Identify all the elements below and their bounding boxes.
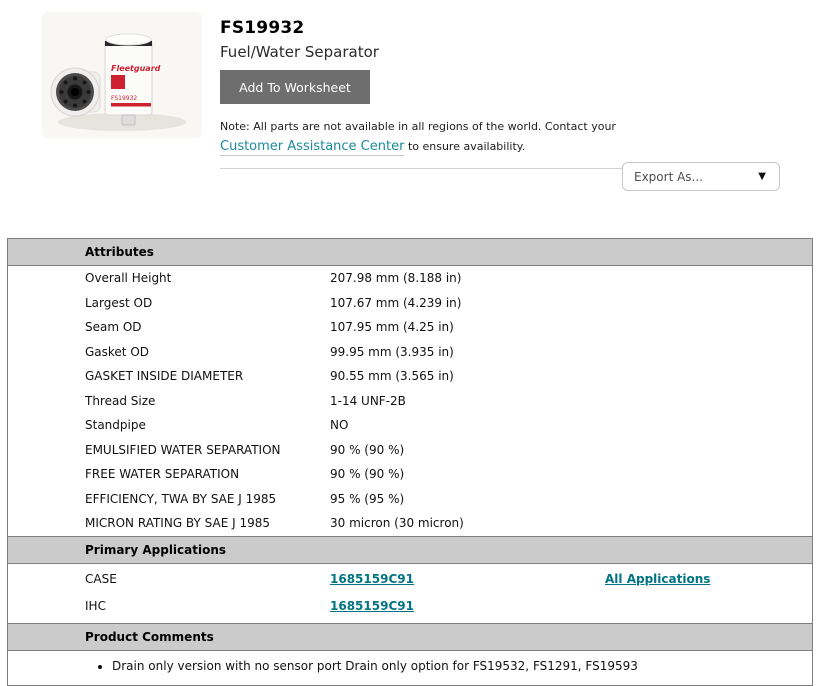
attribute-label: FREE WATER SEPARATION (85, 467, 240, 482)
attribute-value: 107.95 mm (4.25 in) (330, 320, 454, 335)
attribute-label: EFFICIENCY, TWA BY SAE J 1985 (85, 491, 277, 506)
product-type-label: Fuel/Water Separator (220, 43, 379, 61)
upright-filter-illustration (105, 34, 161, 125)
page-title: FS19932 (220, 18, 305, 38)
table-row (8, 340, 812, 365)
table-row (8, 364, 812, 389)
part-number-link[interactable]: 1685159C91 (330, 599, 414, 613)
attribute-value: 99.95 mm (3.935 in) (330, 344, 454, 359)
product-summary (0, 0, 820, 169)
attribute-value: 90.55 mm (3.565 in) (330, 369, 454, 384)
attribute-value: NO (330, 418, 349, 433)
attribute-value: 1-14 UNF-2B (330, 393, 406, 408)
attributes-section-header: Attributes (8, 239, 812, 266)
attribute-value: 90 % (90 %) (330, 442, 405, 457)
note-text-suffix: to ensure availability. (407, 140, 526, 153)
photo-brand-label: Fleetguard (111, 64, 161, 73)
filter-product-image (42, 12, 202, 138)
export-area (622, 162, 780, 191)
add-to-worksheet-button[interactable]: Add To Worksheet (220, 70, 370, 104)
table-row (8, 315, 812, 340)
comments-list (8, 656, 812, 676)
product-photo (42, 12, 202, 138)
product-comments-section-header: Product Comments (8, 623, 812, 651)
attribute-value: 30 micron (30 micron) (330, 516, 464, 531)
attributes-section (8, 266, 812, 536)
part-number-link[interactable]: 1685159C91 (330, 572, 414, 586)
table-row (8, 291, 812, 316)
attribute-label: Standpipe (85, 418, 146, 433)
table-row (8, 566, 812, 593)
attribute-value: 107.67 mm (4.239 in) (330, 295, 462, 310)
application-make: CASE (85, 572, 117, 586)
export-as-dropdown[interactable] (622, 162, 780, 191)
attribute-label: MICRON RATING BY SAE J 1985 (85, 516, 270, 531)
product-data-table (7, 238, 813, 686)
attribute-value: 90 % (90 %) (330, 467, 405, 482)
attribute-value: 207.98 mm (8.188 in) (330, 271, 462, 286)
table-row (8, 593, 812, 620)
attribute-label: Seam OD (85, 320, 142, 335)
table-row (8, 266, 812, 291)
table-row (8, 511, 812, 536)
product-comments-section (8, 651, 812, 685)
primary-applications-section (8, 564, 812, 623)
attribute-label: Gasket OD (85, 344, 150, 359)
attribute-label: Overall Height (85, 271, 172, 286)
attribute-value: 95 % (95 %) (330, 491, 405, 506)
photo-code-label: FS19932 (111, 95, 138, 102)
table-row (8, 462, 812, 487)
product-info (220, 0, 676, 169)
export-as-placeholder: Export As... (634, 169, 703, 184)
application-make: IHC (85, 599, 106, 613)
lying-filter-illustration (51, 68, 100, 116)
attribute-label: GASKET INSIDE DIAMETER (85, 369, 244, 384)
application-part-cell (330, 572, 605, 586)
attribute-label: Thread Size (85, 393, 156, 408)
table-row (8, 389, 812, 414)
availability-note (220, 117, 676, 157)
all-applications-link[interactable]: All Applications (605, 572, 711, 586)
table-row (8, 438, 812, 463)
attribute-label: Largest OD (85, 295, 153, 310)
note-text-prefix: Note: All parts are not available in all regions of the world. Contact your (220, 120, 616, 133)
note-divider (220, 168, 674, 169)
table-row (8, 487, 812, 512)
primary-applications-section-header: Primary Applications (8, 536, 812, 564)
table-row (8, 413, 812, 438)
application-part-cell (330, 599, 605, 613)
caret-down-icon: ▼ (758, 171, 766, 182)
all-applications-cell (605, 572, 710, 586)
attribute-label: EMULSIFIED WATER SEPARATION (85, 442, 281, 457)
customer-assistance-center-link[interactable]: Customer Assistance Center (220, 139, 405, 154)
comment-item: • Drain only version with no sensor port Drain only option for FS19532, FS1291, FS19593 (112, 656, 812, 676)
